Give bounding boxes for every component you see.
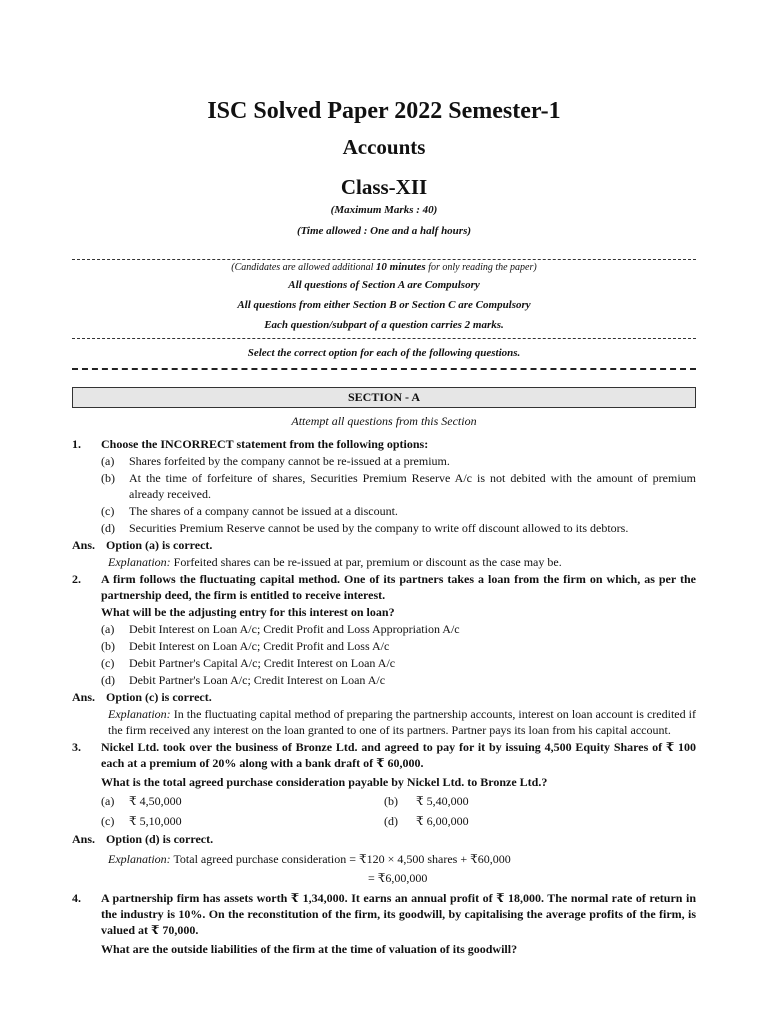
options-list <box>101 621 696 688</box>
option-text: Debit Interest on Loan A/c; Credit Profit and Loss A/c <box>129 639 390 653</box>
option-label: (d) <box>101 521 115 535</box>
option-text: ₹ 6,00,000 <box>416 814 469 828</box>
question-1 <box>72 436 696 452</box>
answer-row <box>72 831 696 847</box>
instruction-3: Each question/subpart of a question carries 2 marks. <box>264 319 504 331</box>
question-4 <box>72 890 696 938</box>
option-text: Debit Interest on Loan A/c; Credit Profit and Loss Appropriation A/c <box>129 622 460 636</box>
question-text: Choose the INCORRECT statement from the following options: <box>101 437 429 451</box>
answer-row <box>72 689 696 705</box>
question-text: A partnership firm has assets worth ₹ 1,34,000. It earns an annual profit of ₹ 18,000. The normal rate of return in the industry is 10%. On the reconstitution of the firm, its goodwill, by capitalising the average profits of the firm, is valued at ₹ 70,000. <box>101 891 696 937</box>
section-subtitle: Attempt all questions from this Section <box>291 414 477 428</box>
question-number: 2. <box>72 572 81 586</box>
divider <box>72 368 696 370</box>
explanation: Explanation: Total agreed purchase consideration = ₹120 × 4,500 shares + ₹60,000 <box>108 852 511 866</box>
option-text: The shares of a company cannot be issued at a discount. <box>129 504 398 518</box>
question-number: 3. <box>72 740 81 754</box>
answer-label: Ans. <box>72 538 96 552</box>
time-allowed: (Time allowed : One and a half hours) <box>296 225 472 237</box>
subject-title: Accounts <box>342 135 426 159</box>
answer-label: Ans. <box>72 690 96 704</box>
divider <box>72 338 696 339</box>
answer-text: Option (c) is correct. <box>106 690 212 704</box>
answer-text: Option (d) is correct. <box>106 832 214 846</box>
question-number: 4. <box>72 891 81 905</box>
select-instruction: Select the correct option for each of the following questions. <box>247 347 521 359</box>
answer-text: Option (a) is correct. <box>106 538 213 552</box>
option-label: (b) <box>101 639 115 653</box>
option-text: Debit Partner's Capital A/c; Credit Interest on Loan A/c <box>129 656 396 670</box>
instruction-1: All questions of Section A are Compulsory <box>288 279 480 291</box>
reading-time-note: (Candidates are allowed additional 10 minutes for only reading the paper) <box>231 261 537 273</box>
instruction-2: All questions from either Section B or Section C are Compulsory <box>237 299 531 311</box>
option-label: (a) <box>101 622 115 636</box>
option-text: ₹ 4,50,000 <box>129 794 182 808</box>
option-label: (c) <box>101 814 115 828</box>
option-text: At the time of forfeiture of shares, Securities Premium Reserve A/c is not debited with the amount of premium already received. <box>129 471 696 501</box>
option-label: (b) <box>384 794 398 808</box>
option-text: Debit Partner's Loan A/c; Credit Interest on Loan A/c <box>129 673 386 687</box>
class-title: Class-XII <box>340 175 428 199</box>
option-label: (c) <box>101 656 115 670</box>
option-label: (d) <box>384 814 398 828</box>
divider <box>72 259 696 260</box>
option-label: (b) <box>101 471 115 485</box>
explanation: Explanation: In the fluctuating capital method of preparing the partnership accounts, interest on loan account is credited if the firm received any interest on the loan granted to one of its partners. Partner pays its loan from his capital account. <box>108 707 696 737</box>
question-subtext: What is the total agreed purchase consideration payable by Nickel Ltd. to Bronze Ltd.? <box>101 775 548 789</box>
max-marks: (Maximum Marks : 40) <box>330 204 438 216</box>
explanation-result: = ₹6,00,000 <box>368 871 428 885</box>
options-grid <box>101 793 696 830</box>
options-list <box>101 453 696 536</box>
question-3 <box>72 739 696 771</box>
option-label: (a) <box>101 794 115 808</box>
question-text: A firm follows the fluctuating capital method. One of its partners takes a loan from the firm on which, as per the partnership deed, the firm is entitled to receive interest. <box>101 572 696 602</box>
option-text: ₹ 5,10,000 <box>129 814 182 828</box>
question-subtext: What are the outside liabilities of the firm at the time of valuation of its goodwill? <box>101 942 518 956</box>
question-2 <box>72 571 696 603</box>
answer-label: Ans. <box>72 832 96 846</box>
paper-title: ISC Solved Paper 2022 Semester-1 <box>207 98 561 124</box>
question-text: Nickel Ltd. took over the business of Bronze Ltd. and agreed to pay for it by issuing 4,500 Equity Shares of ₹ 100 each at a premium of 20% along with a bank draft of ₹ 60,000. <box>101 740 696 770</box>
option-label: (c) <box>101 504 115 518</box>
section-header: SECTION - A <box>72 387 696 408</box>
question-number: 1. <box>72 437 81 451</box>
questions-body <box>72 436 696 958</box>
option-label: (a) <box>101 454 115 468</box>
option-text: Shares forfeited by the company cannot be re-issued at a premium. <box>129 454 450 468</box>
question-subtext: What will be the adjusting entry for this interest on loan? <box>101 605 395 619</box>
option-text: Securities Premium Reserve cannot be used by the company to write off discount allowed to its debtors. <box>129 521 629 535</box>
option-text: ₹ 5,40,000 <box>416 794 469 808</box>
explanation: Explanation: Forfeited shares can be re-issued at par, premium or discount as the case may be. <box>108 555 562 569</box>
answer-row <box>72 537 696 553</box>
option-label: (d) <box>101 673 115 687</box>
